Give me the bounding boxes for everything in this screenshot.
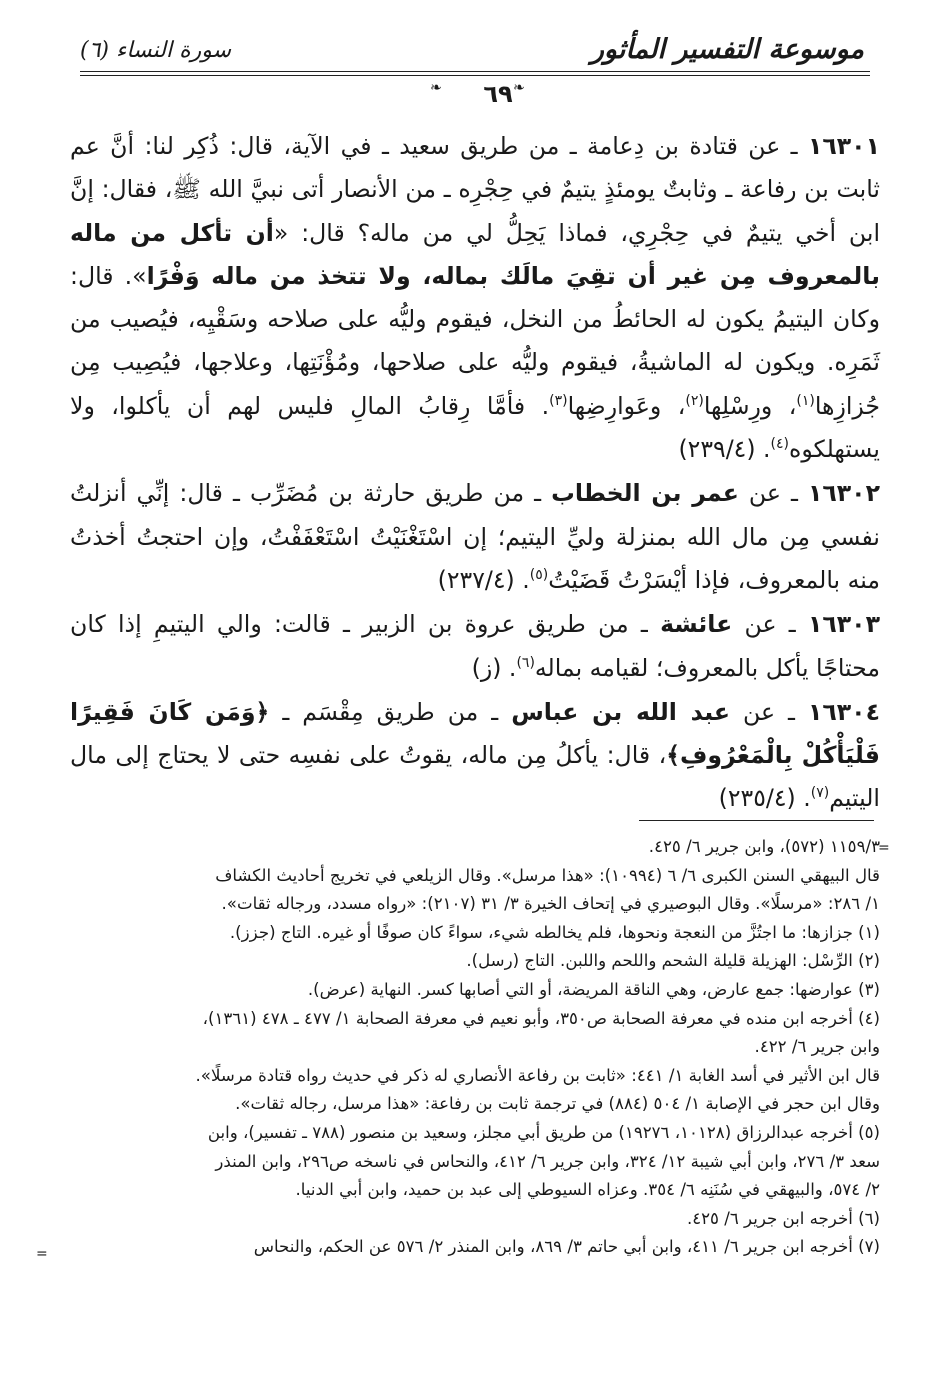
footnote-ref: (٣): [549, 392, 568, 409]
continuation-mark-top: =: [878, 840, 890, 856]
entry-text: ». قال: وكان اليتيمُ يكون له الحائطُ من النخل، فيقوم وليُّه على صلاحه وسَقْيِه، فيُصيب من ثَمَرِه. ويكون له الماشيةُ، فيقوم وليُّه على صلاحها، ومُؤْنَتِها، وعلاجها، فيُصِيب مِن جُزازِها: [70, 261, 880, 420]
footnote-ref: (٦): [516, 654, 535, 671]
hadith-entry: [70, 603, 880, 690]
footnotes: [60, 833, 880, 1262]
footnote-line: قال ابن الأثير في أسد الغابة ١/ ٤٤١: «ثابت بن رفاعة الأنصاري له ذكر في حديث رواه قتادة مرسلًا».: [195, 1065, 880, 1085]
bold-text: عمر بن الخطاب: [551, 479, 739, 508]
page-number: ٦٩: [483, 80, 513, 108]
entry-text: .: [795, 784, 811, 813]
footnote-line: وقال ابن حجر في الإصابة ١/ ٥٠٤ (٨٨٤) في ترجمة ثابت بن رفاعة: «هذا مرسل، رجاله ثقات».: [235, 1094, 880, 1114]
entry-text: ـ عن: [738, 479, 808, 508]
footnote-ref: (٥): [529, 567, 549, 584]
footnote-line: (٢) الرِّسْل: الهزيلة قليلة الشحم واللحم واللبن. التاج (رسل).: [466, 951, 880, 971]
entry-number: ١٦٣٠١: [807, 132, 880, 160]
footnote-ref: (١): [796, 392, 815, 409]
footnote-line: (٧) أخرجه ابن جرير ٦/ ٤١١، وابن أبي حاتم ٣/ ٨٦٩، وابن المنذر ٢/ ٥٧٦ عن الحكم، والنحاس: [253, 1237, 880, 1257]
footnote-line: ١/ ٢٨٦: «مرسلًا». وقال البوصيري في إتحاف الخيرة ٣/ ٣١ (٢١٠٧): «رواه مسدد، ورجاله ثقات».: [221, 894, 880, 914]
footnote-line: وابن جرير ٦/ ٤٢٢.: [754, 1037, 880, 1057]
hadith-entry: [70, 691, 880, 821]
volume-reference: (ز): [471, 653, 502, 682]
entry-text: ـ من طريق حارثة بن مُضَرِّب ـ قال: إنِّي أنزلتُ نفسي مِن مال الله بمنزلة وليِّ اليتيم؛ إن اسْتَغْنَيْتُ اسْتَعْفَفْتُ، وإن احتجتُ أخذتُ منه بالمعروف، فإذا أيْسَرْتُ قَضَيْتُ: [70, 479, 880, 594]
footnote-line: (٥) أخرجه عبدالرزاق (١٠١٢٨، ١٩٢٧٦) من طريق أبي مجلز، وسعيد بن منصور (٧٨٨ ـ تفسير)، وابن: [207, 1122, 880, 1142]
entry-text: ـ عن: [732, 610, 808, 639]
bold-text: أن تأكل من ماله بالمعروف مِن غير أن تقِيَ مالَك بماله، ولا تتخذ من ماله وَفْرًا: [70, 218, 880, 290]
entry-text: ـ عن قتادة بن دِعامة ـ من طريق سعيد ـ في الآية، قال: ذُكِر لنا: أنَّ عم ثابت بن رفاعة ـ وثابتٌ يومئذٍ يتيمٌ في حِجْرِه ـ من الأنصار أتى نبيَّ الله ﷺ، فقال: إنَّ ابن أخي يتيمٌ في حِجْرِي، فماذا يَحِلُّ لي من ماله؟ قال: «: [70, 132, 881, 247]
footnote-line: (٣) عوارضها: جمع عارض، وهي الناقة المريضة، أو التي أصابها كسر. النهاية (عرض).: [307, 979, 880, 999]
volume-reference: (٢٣٧/٤): [437, 565, 515, 594]
main-text: [70, 125, 880, 822]
header-surah-title: سورة النساء (٦): [80, 38, 232, 63]
bold-text: عبد الله بن عباس: [511, 697, 730, 726]
footnote-line: قال البيهقي السنن الكبرى ٦/ ٦ (١٠٩٩٤): «هذا مرسل». وقال الزيلعي في تخريج أحاديث الكشاف: [215, 865, 880, 885]
footnote-rule: [639, 820, 874, 821]
header-rule-double: [80, 75, 870, 76]
entry-text: ـ من طريق مِقْسَم ـ: [269, 697, 512, 726]
continuation-mark-bottom: =: [36, 1246, 48, 1262]
footnote-line: سعد ٣/ ٢٧٦، وابن أبي شيبة ١٢/ ٣٢٤، وابن جرير ٦/ ٤١٢، والنحاس في ناسخه ص٢٩٦، وابن المنذر: [215, 1151, 880, 1171]
entry-text: ، وعَوارِضِها: [567, 391, 686, 420]
entry-number: ١٦٣٠٤: [807, 697, 880, 726]
footnote-line: (٤) أخرجه ابن منده في معرفة الصحابة ص٣٥٠، وأبو نعيم في معرفة الصحابة ١/ ٤٧٧ ـ ٤٧٨ (١٣٦١)،: [202, 1008, 880, 1028]
ornament-right: ❧: [513, 80, 525, 96]
entry-text: ـ عن: [729, 697, 808, 726]
bold-text: ﴿وَمَن كَانَ فَقِيرًا فَلْيَأْكُلْ بِالْمَعْرُوفِ﴾: [70, 697, 880, 770]
ornament-left: ❧: [430, 80, 442, 96]
entry-text: .: [755, 435, 771, 464]
footnote-ref: (٤): [770, 436, 789, 453]
entry-text: ، قال: يأكلُ مِن ماله، يقوتُ على نفسِه حتى لا يحتاج إلى مال اليتيم: [70, 741, 880, 813]
entry-text: .: [514, 565, 530, 594]
entry-number: ١٦٣٠٣: [807, 610, 880, 639]
header-book-title: موسوعة التفسير المأثور: [590, 34, 864, 65]
footnote-line: ٢/ ٥٧٤، والبيهقي في سُنَنِه ٦/ ٣٥٤. وعزاه السيوطي إلى عبد بن حميد، وابن أبي الدنيا.: [295, 1180, 880, 1200]
entry-number: ١٦٣٠٢: [807, 479, 880, 508]
entry-text: ـ من طريق عروة بن الزبير ـ قالت: والي اليتيمِ إذا كان محتاجًا يأكل بالمعروف؛ لقيامه بماله: [70, 610, 880, 682]
hadith-entry: [70, 472, 880, 602]
footnote-line: (٦) أخرجه ابن جرير ٦/ ٤٢٥.: [686, 1208, 880, 1228]
footnote-ref: (٢): [685, 392, 704, 409]
entry-text: . فأمَّا رِقابُ المالِ فليس لهم أن يأكلوا، ولا يستهلكوه: [70, 391, 880, 464]
bold-text: عائشة: [660, 610, 733, 639]
footnote-ref: (٧): [810, 785, 830, 802]
header-rule: [80, 71, 870, 72]
entry-text: .: [501, 653, 517, 682]
hadith-entry: [70, 125, 880, 471]
footnote-line: ١١٥٩/٣ (٥٧٢)، وابن جرير ٦/ ٤٢٥.: [648, 837, 880, 856]
entry-text: ، ورِسْلِها: [703, 391, 797, 420]
volume-reference: (٢٣٩/٤): [678, 435, 756, 464]
volume-reference: (٢٣٥/٤): [718, 784, 796, 813]
footnote-line: (١) جزازها: ما اجتُزَّ من النعجة ونحوها، فلم يخالطه شيء، سواءً كان صوفًا أو غيره. التاج (جزز).: [229, 922, 880, 942]
